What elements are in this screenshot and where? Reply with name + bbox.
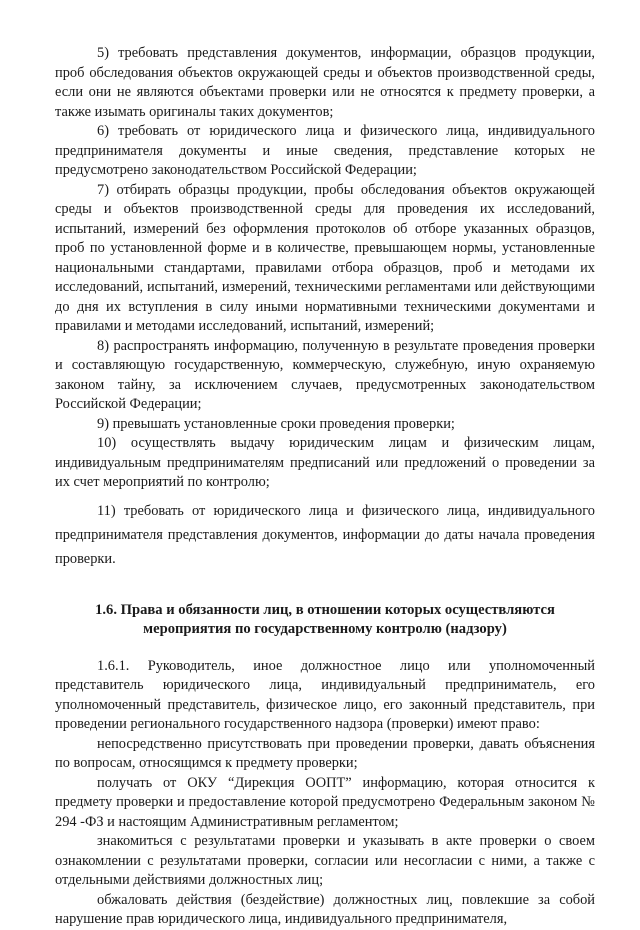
list-item-7: 7) отбирать образцы продукции, пробы обследования объектов окружающей среды и объектов производственной среды для проведения их исследований, испытаний, измерений без оформления протоколов об отборе указанных образцов, проб по установленной форме и в количестве, превышающем нормы, установленные национальными стандартами, правилами отбора образцов, проб и методами их исследований, испытаний, измерений, техническими регламентами или действующими до дня их вступления в силу иными нормативными техническими документами и правилами и методами исследований, испытаний, измерений; — [55, 181, 595, 334]
list-item-8: 8) распространять информацию, полученную в результате проведения проверки и составляющую государственную, коммерческую, служебную, иную охраняемую законом тайну, за исключением случаев, предусмотренных законодательством Российской Федерации; — [55, 337, 595, 412]
right-review-results: знакомиться с результатами проверки и указывать в акте проверки о своем ознакомлении с результатами проверки, согласии или несогласии с ними, а также с отдельными действиями должностных лиц; — [55, 833, 595, 888]
list-item-5: 5) требовать представления документов, информации, образцов продукции, проб обследования объектов окружающей среды и объектов производственной среды, если они не являются объектами проверки или не относятся к предмету проверки, а также изымать оригиналы таких документов; — [55, 45, 595, 120]
list-item-10: 10) осуществлять выдачу юридическим лицам и физическим лицам, индивидуальным предпринимателям предписаний или предложений о проведении за их счет мероприятий по контролю; — [55, 435, 595, 490]
right-appeal: обжаловать действия (бездействие) должностных лиц, повлекшие за собой нарушение прав юридического лица, индивидуального предпринимателя, — [55, 891, 595, 927]
right-attend: непосредственно присутствовать при проведении проверки, давать объяснения по вопросам, относящимся к предмету проверки; — [55, 735, 595, 771]
section-heading: 1.6. Права и обязанности лиц, в отношении которых осуществляются мероприятия по государственному контролю (надзору) — [95, 601, 555, 637]
list-item-6: 6) требовать от юридического лица и физического лица, индивидуального предпринимателя документы и иные сведения, представление которых не предусмотрено законодательством Российской Федерации; — [55, 123, 595, 178]
document-page — [55, 44, 595, 930]
paragraph-1-6-1: 1.6.1. Руководитель, иное должностное лицо или уполномоченный представитель юридического лица, индивидуальный предприниматель, его уполномоченный представитель, физическое лицо, его законный представитель, при проведении регионального государственного надзора (проверки) имеют право: — [55, 657, 595, 732]
right-receive-info: получать от ОКУ “Дирекция ООПТ” информацию, которая относится к предмету проверки и предоставление которой предусмотрено Федеральным законом № 294 -ФЗ и настоящим Административным регламентом; — [55, 774, 595, 830]
list-item-11: 11) требовать от юридического лица и физического лица, индивидуального предпринимателя представления документов, информации до даты начала проведения проверки. — [55, 502, 595, 567]
list-item-9: 9) превышать установленные сроки проведения проверки; — [97, 415, 455, 432]
